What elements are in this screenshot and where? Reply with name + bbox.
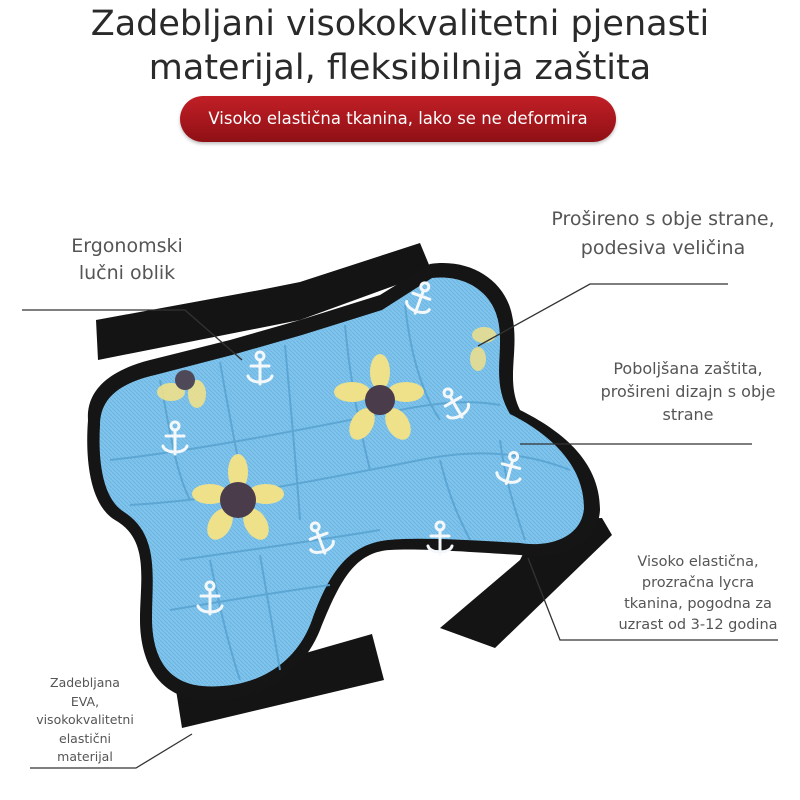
headline-line-2: materijal, fleksibilnija zaštita [148,48,652,88]
callout-extended [518,205,800,263]
callout-protection-line-1: Poboljšana zaštita, [613,359,763,378]
callout-eva [30,674,140,767]
callout-eva-line-5: materijal [57,749,113,764]
callout-eva-line-2: EVA, [70,693,100,709]
callout-lycra-line-4: uzrast od 3-12 godina [618,617,778,633]
feature-badge: Visoko elastična tkanina, lako se ne deformira [180,96,616,142]
callout-protection [578,357,798,426]
callout-extended-line-2: podesiva veličina [580,237,746,259]
callout-ergonomic-line-2: lučni oblik [78,262,176,284]
callout-protection-line-2: prošireni dizajn s obje [600,382,776,401]
callout-lycra-line-2: prozračna lycra [641,575,755,591]
callout-eva-line-3: visokokvalitetni [36,712,134,727]
callout-ergonomic [22,233,232,287]
callout-lycra-line-3: tkanina, pogodna za [624,596,772,612]
callout-protection-line-3: strane [662,405,714,424]
callout-lycra [598,552,798,636]
headline-line-1: Zadebljani visokokvalitetni pjenasti [90,4,710,44]
callout-extended-line-1: Prošireno s obje strane, [551,208,775,230]
callout-eva-line-4: elastični [59,730,111,746]
callout-eva-line-1: Zadebljana [50,675,120,690]
callout-lycra-line-1: Visoko elastična, [637,554,759,570]
callout-ergonomic-line-1: Ergonomski [71,235,183,257]
